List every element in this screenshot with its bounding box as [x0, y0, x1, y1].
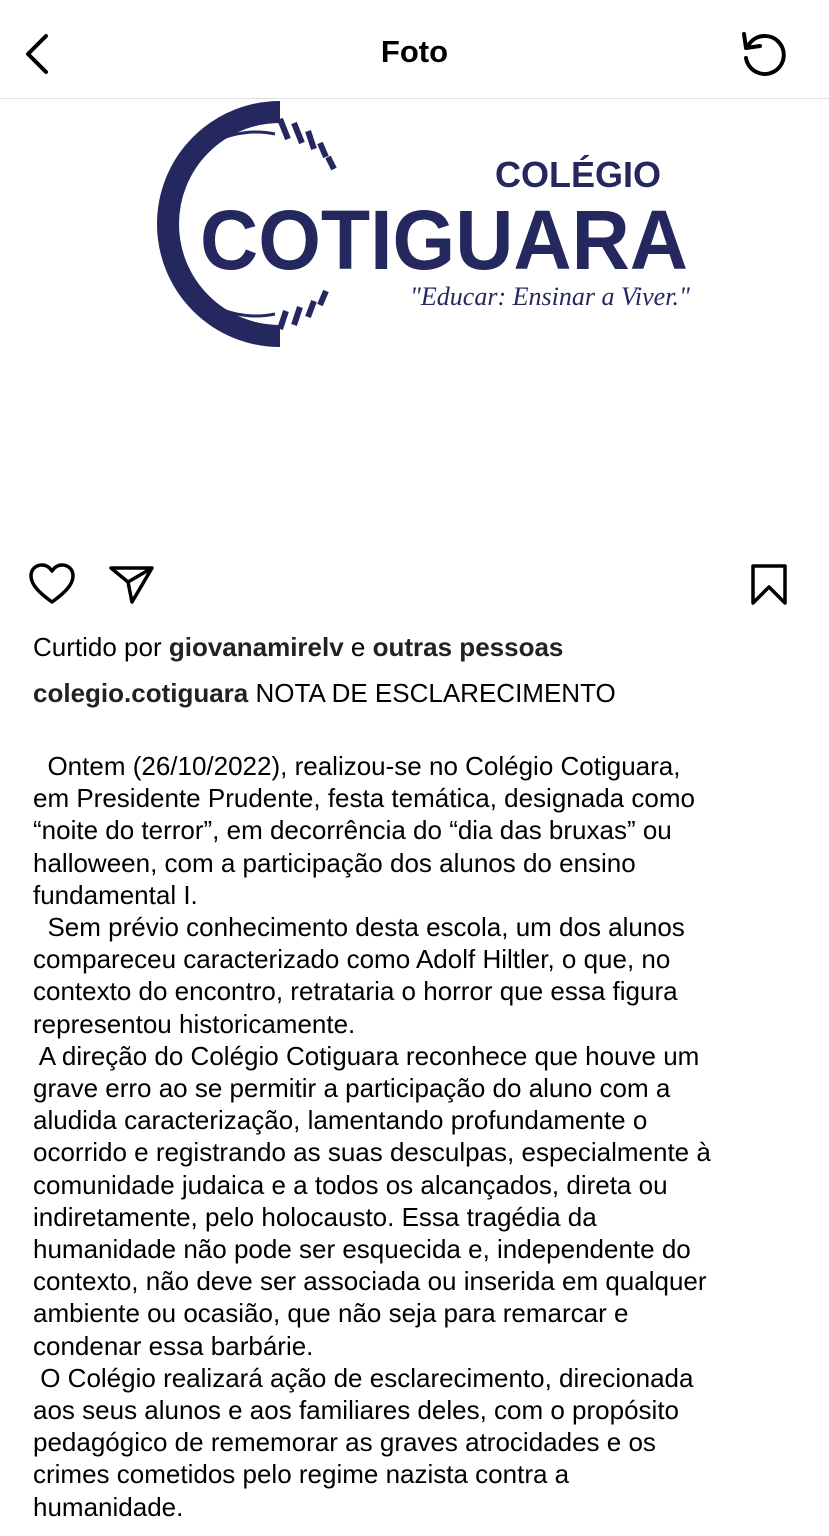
caption-line: grave erro ao se permitir a participação do aluno com a [33, 1073, 671, 1104]
liked-prefix: Curtido por [33, 632, 169, 662]
share-icon[interactable] [108, 564, 156, 606]
logo-motto: "Educar: Ensinar a Viver." [410, 282, 690, 311]
caption-line: halloween, com a participação dos alunos do ensino [33, 847, 636, 878]
caption-line: contexto do encontro, retrataria o horror que essa figura [33, 976, 678, 1007]
like-icon[interactable] [28, 562, 76, 606]
caption-line: crimes cometidos pelo regime nazista contra a [33, 1459, 570, 1490]
caption-line: humanidade não pode ser esquecida e, independente do [33, 1234, 691, 1265]
top-bar [0, 0, 829, 99]
liked-by [33, 632, 563, 663]
logo-small-text: COLÉGIO [495, 154, 662, 195]
liked-user-link[interactable]: giovanamirelv [168, 632, 344, 662]
caption-line: aludida caracterização, lamentando profundamente o [33, 1105, 648, 1136]
page-title: Foto [380, 34, 449, 69]
caption-line: “noite do terror”, em decorrência do “dia das bruxas” ou [33, 815, 672, 846]
bookmark-icon[interactable] [750, 563, 790, 607]
caption-header [33, 678, 616, 709]
caption-line: A direção do Colégio Cotiguara reconhece que houve um [33, 1040, 700, 1071]
caption-line: contexto, não deve ser associada ou inserida em qualquer [33, 1266, 707, 1297]
caption-line: pedagógico de rememorar as graves atrocidades e os [33, 1427, 656, 1458]
caption-line: compareceu caracterizado como Adolf Hiltler, o que, no [33, 944, 671, 975]
caption-line: fundamental I. [33, 879, 198, 910]
caption-line: condenar essa barbárie. [33, 1330, 314, 1361]
caption-line: ocorrido e registrando as suas desculpas, especialmente à [33, 1137, 711, 1168]
caption-line: representou historicamente. [33, 1008, 356, 1039]
refresh-icon[interactable] [738, 28, 790, 80]
caption-line: Ontem (26/10/2022), realizou-se no Colégio Cotiguara, [33, 751, 681, 781]
caption-line: comunidade judaica e a todos os alcançados, direta ou [33, 1169, 668, 1200]
caption-line: Sem prévio conhecimento desta escola, um dos alunos [33, 912, 685, 943]
caption-line: O Colégio realizará ação de esclarecimento, direcionada [33, 1362, 694, 1393]
caption-line: aos seus alunos e aos familiares deles, com o propósito [33, 1395, 680, 1426]
liked-others-link[interactable]: outras pessoas [372, 632, 564, 662]
logo-main-text: COTIGUARA [200, 193, 688, 287]
caption-body [33, 750, 711, 1523]
caption-username[interactable]: colegio.cotiguara [33, 678, 249, 708]
caption-title: NOTA DE ESCLARECIMENTO [248, 678, 616, 708]
caption-line: em Presidente Prudente, festa temática, designada como [33, 783, 695, 814]
caption-line: indiretamente, pelo holocausto. Essa tragédia da [33, 1201, 597, 1232]
school-logo [120, 99, 700, 359]
liked-middle: e [343, 632, 373, 662]
caption-line: humanidade. [33, 1491, 184, 1522]
caption-line: ambiente ou ocasião, que não seja para remarcar e [33, 1298, 629, 1329]
